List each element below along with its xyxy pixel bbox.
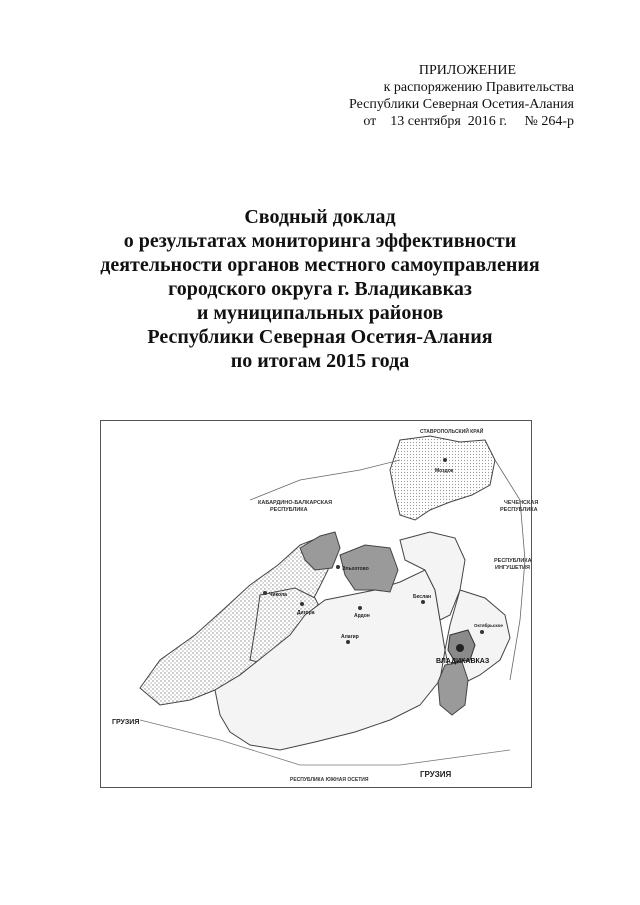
label-georgia-south: ГРУЗИЯ <box>420 770 452 779</box>
title-line-3: деятельности органов местного самоуправления <box>100 254 540 276</box>
label-digora: Дигора <box>297 610 315 616</box>
label-alagir: Алагир <box>341 634 359 640</box>
label-elkhotovo: Эльхотово <box>342 566 369 572</box>
label-stavropol: СТАВРОПОЛЬСКИЙ КРАЙ <box>420 429 484 435</box>
label-kbr-2: РЕСПУБЛИКА <box>270 507 308 513</box>
label-oktyabrskoe: Октябрьское <box>474 623 503 628</box>
title-line-7: по итогам 2015 года <box>230 350 410 372</box>
marker-oktyabrskoe <box>480 630 484 634</box>
region-map <box>100 420 539 788</box>
marker-chikola <box>263 591 267 595</box>
appendix-order-ref: к распоряжению Правительства <box>383 80 574 95</box>
title-line-1: Сводный доклад <box>244 206 396 228</box>
marker-vladikavkaz <box>456 644 464 652</box>
title-line-2: о результатах мониторинга эффективности <box>123 230 517 252</box>
label-chechnya-2: РЕСПУБЛИКА <box>500 507 538 513</box>
label-vladikavkaz: ВЛАДИКАВКАЗ <box>436 658 490 665</box>
title-line-6: Республики Северная Осетия-Алания <box>147 326 493 348</box>
label-ardon: Ардон <box>354 613 370 619</box>
title-line-5: и муниципальных районов <box>196 302 444 324</box>
label-chechnya-1: ЧЕЧЕНСКАЯ <box>504 500 539 506</box>
appendix-header <box>300 62 574 130</box>
document-title <box>40 205 600 373</box>
marker-ardon <box>358 606 362 610</box>
appendix-government: Республики Северная Осетия-Алания <box>349 97 574 112</box>
label-mozdok: Моздок <box>435 468 454 474</box>
marker-digora <box>300 602 304 606</box>
label-ingushetia-2: ИНГУШЕТИЯ <box>495 565 530 571</box>
label-kbr-1: КАБАРДИНО-БАЛКАРСКАЯ <box>258 500 333 506</box>
label-georgia-west: ГРУЗИЯ <box>112 719 140 726</box>
label-chikola: Чикола <box>269 592 287 598</box>
marker-elkhotovo <box>336 565 340 569</box>
title-line-4: городского округа г. Владикавказ <box>168 278 472 300</box>
appendix-label: ПРИЛОЖЕНИЕ <box>418 63 516 78</box>
marker-beslan <box>421 600 425 604</box>
label-ingushetia-1: РЕСПУБЛИКА <box>494 558 532 564</box>
marker-alagir <box>346 640 350 644</box>
marker-mozdok <box>443 458 447 462</box>
label-beslan: Беслан <box>413 594 432 600</box>
label-south-ossetia: РЕСПУБЛИКА ЮЖНАЯ ОСЕТИЯ <box>290 777 369 783</box>
appendix-date-number: от 13 сентября 2016 г. № 264-р <box>363 114 574 129</box>
